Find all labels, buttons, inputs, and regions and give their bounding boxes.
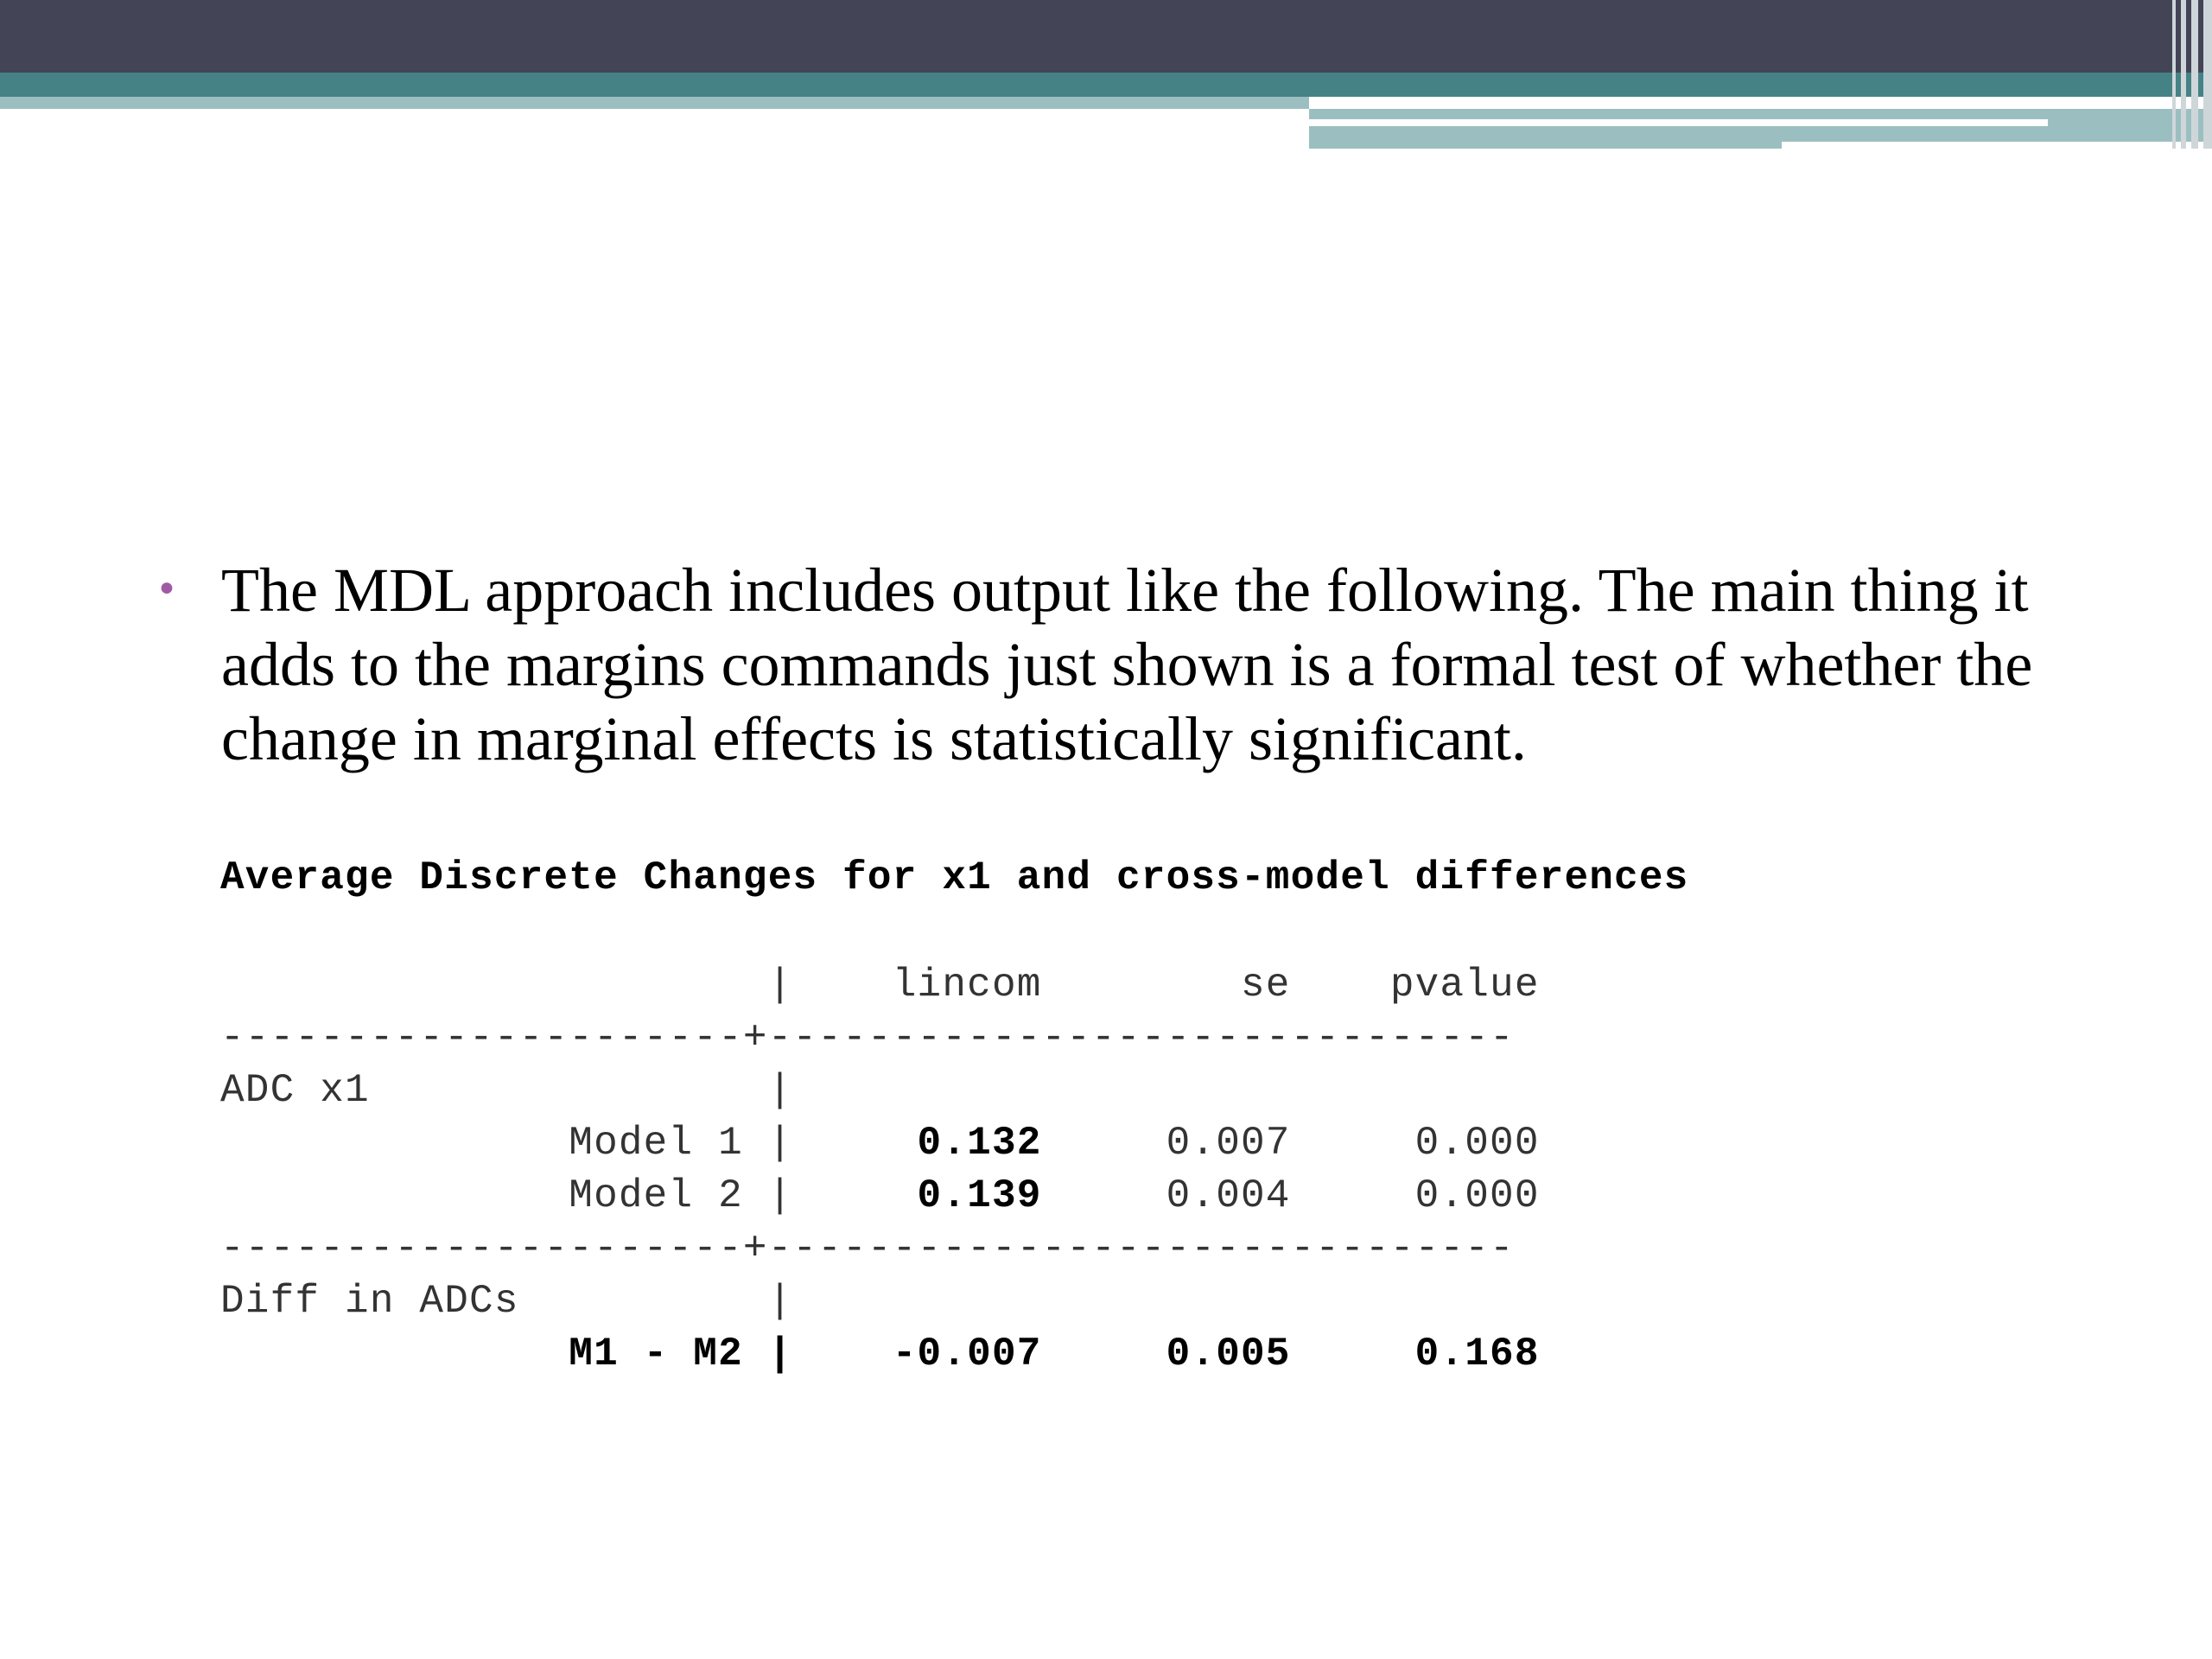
group-label: Diff in ADCs |	[220, 1279, 793, 1324]
column-divider: |	[220, 963, 818, 1007]
group-label-row	[220, 1275, 1540, 1328]
header-stripes	[2152, 0, 2212, 149]
row-label: Model 1 |	[220, 1121, 818, 1166]
column-header-se: se	[1041, 963, 1291, 1007]
cell-pvalue: 0.000	[1290, 1121, 1540, 1166]
group-label: ADC x1 |	[220, 1068, 793, 1113]
table-row	[220, 1170, 1540, 1223]
table-row	[220, 1117, 1540, 1170]
header-accent-line-2	[1782, 142, 2212, 149]
cell-se: 0.005	[1041, 1332, 1291, 1376]
table-header-row	[220, 959, 1540, 1012]
table-title: Average Discrete Changes for x1 and cross-model differences	[220, 855, 1689, 900]
cell-se: 0.004	[1041, 1173, 1291, 1218]
cell-lincom: 0.132	[817, 1121, 1042, 1166]
table-separator	[220, 1012, 1540, 1065]
cell-pvalue: 0.000	[1290, 1173, 1540, 1218]
column-header-lincom: lincom	[817, 963, 1042, 1007]
table-separator	[220, 1223, 1540, 1275]
header-bar-light-left	[0, 97, 1309, 109]
cell-pvalue: 0.168	[1290, 1332, 1540, 1376]
row-label: M1 - M2 |	[220, 1332, 818, 1376]
header-bar-teal	[0, 73, 2212, 97]
row-label: Model 2 |	[220, 1173, 818, 1218]
bullet-text: The MDL approach includes output like the following. The main thing it adds to the margins commands just shown is a formal test of whether the change in marginal effects is statistically significant.	[221, 556, 2033, 773]
separator-line: ---------------------+------------------------------	[220, 1226, 1515, 1271]
output-table	[220, 959, 1540, 1381]
cell-se: 0.007	[1041, 1121, 1291, 1166]
cell-lincom: -0.007	[817, 1332, 1042, 1376]
group-label-row	[220, 1065, 1540, 1117]
separator-line: ---------------------+------------------------------	[220, 1015, 1515, 1060]
header-bar-dark	[0, 0, 2212, 73]
bullet-item	[156, 553, 2100, 776]
header-accent-line	[1309, 119, 2048, 126]
bullet-icon: •	[156, 568, 178, 612]
cell-lincom: 0.139	[817, 1173, 1042, 1218]
table-row	[220, 1328, 1540, 1381]
column-header-pvalue: pvalue	[1290, 963, 1540, 1007]
